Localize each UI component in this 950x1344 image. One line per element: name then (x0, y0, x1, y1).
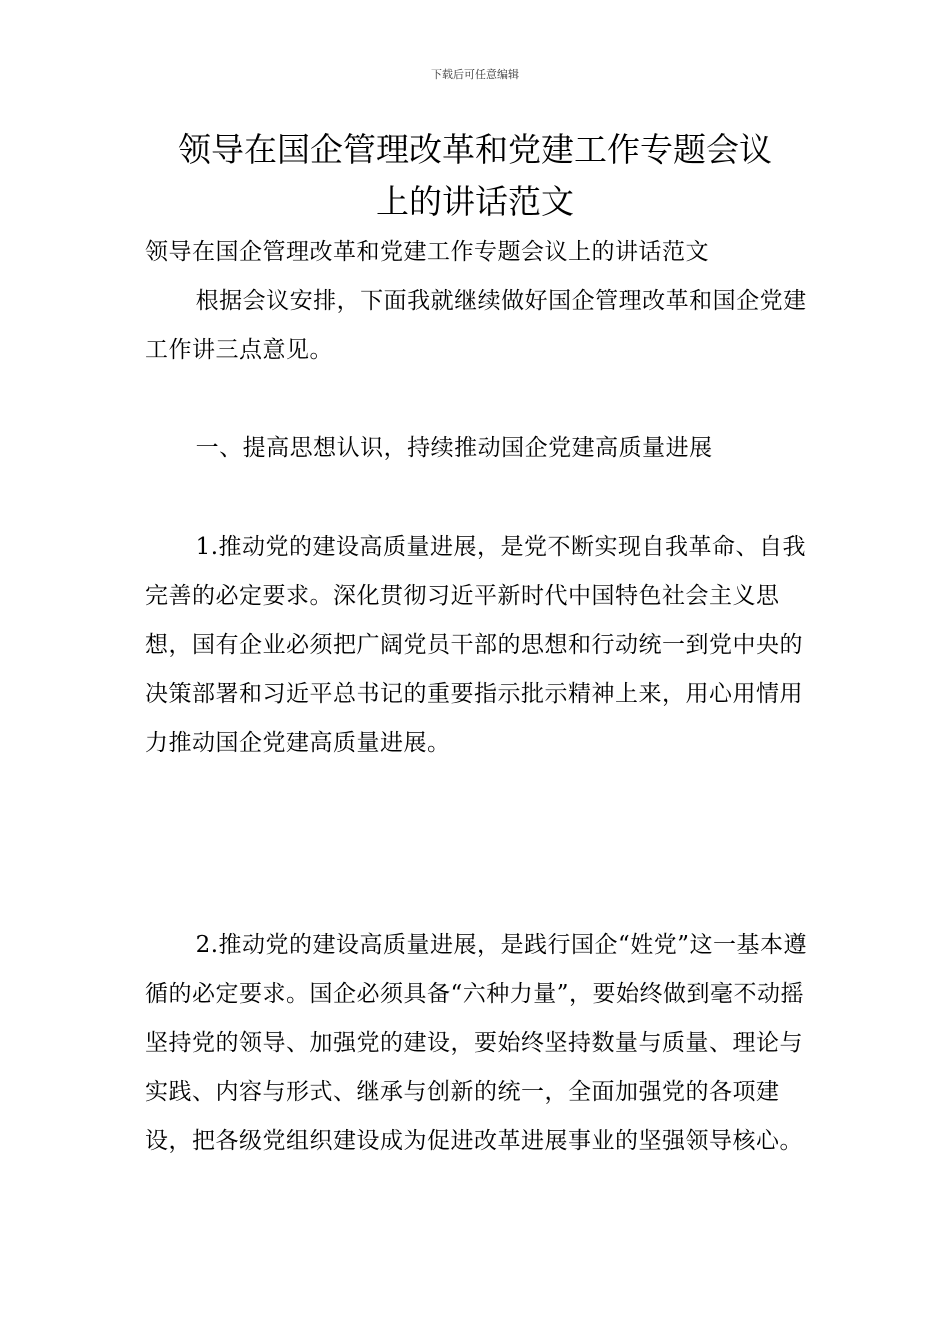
document-subtitle: 领导在国企管理改革和党建工作专题会议上的讲话范文 (145, 239, 709, 265)
title-line-2: 上的讲话范文 (376, 182, 574, 221)
paragraph-2: 2.推动党的建设高质量进展，是践行国企“姓党”这一基本遵循的必定要求。国企必须具备“六种力量”，要始终做到毫不动摇坚持党的领导、加强党的建设，要始终坚持数量与质量、理论与实践、内容与形式、继承与创新的统一，全面加强党的各项建设，把各级党组织建设成为促进改革进展事业的坚强领导核心。 (145, 932, 808, 1154)
document-title (145, 124, 805, 228)
section-heading-1: 一、提高思想认识，持续推动国企党建高质量进展 (195, 435, 713, 461)
header-note: 下载后可任意编辑 (431, 68, 519, 81)
intro-paragraph: 根据会议安排，下面我就继续做好国企管理改革和国企党建工作讲三点意见。 (145, 288, 807, 363)
title-line-1: 领导在国企管理改革和党建工作专题会议 (178, 130, 772, 169)
paragraph-1: 1.推动党的建设高质量进展，是党不断实现自我革命、自我完善的必定要求。深化贯彻习近平新时代中国特色社会主义思想，国有企业必须把广阔党员干部的思想和行动统一到党中央的决策部署和习近平总书记的重要指示批示精神上来，用心用情用力推动国企党建高质量进展。 (145, 534, 807, 756)
